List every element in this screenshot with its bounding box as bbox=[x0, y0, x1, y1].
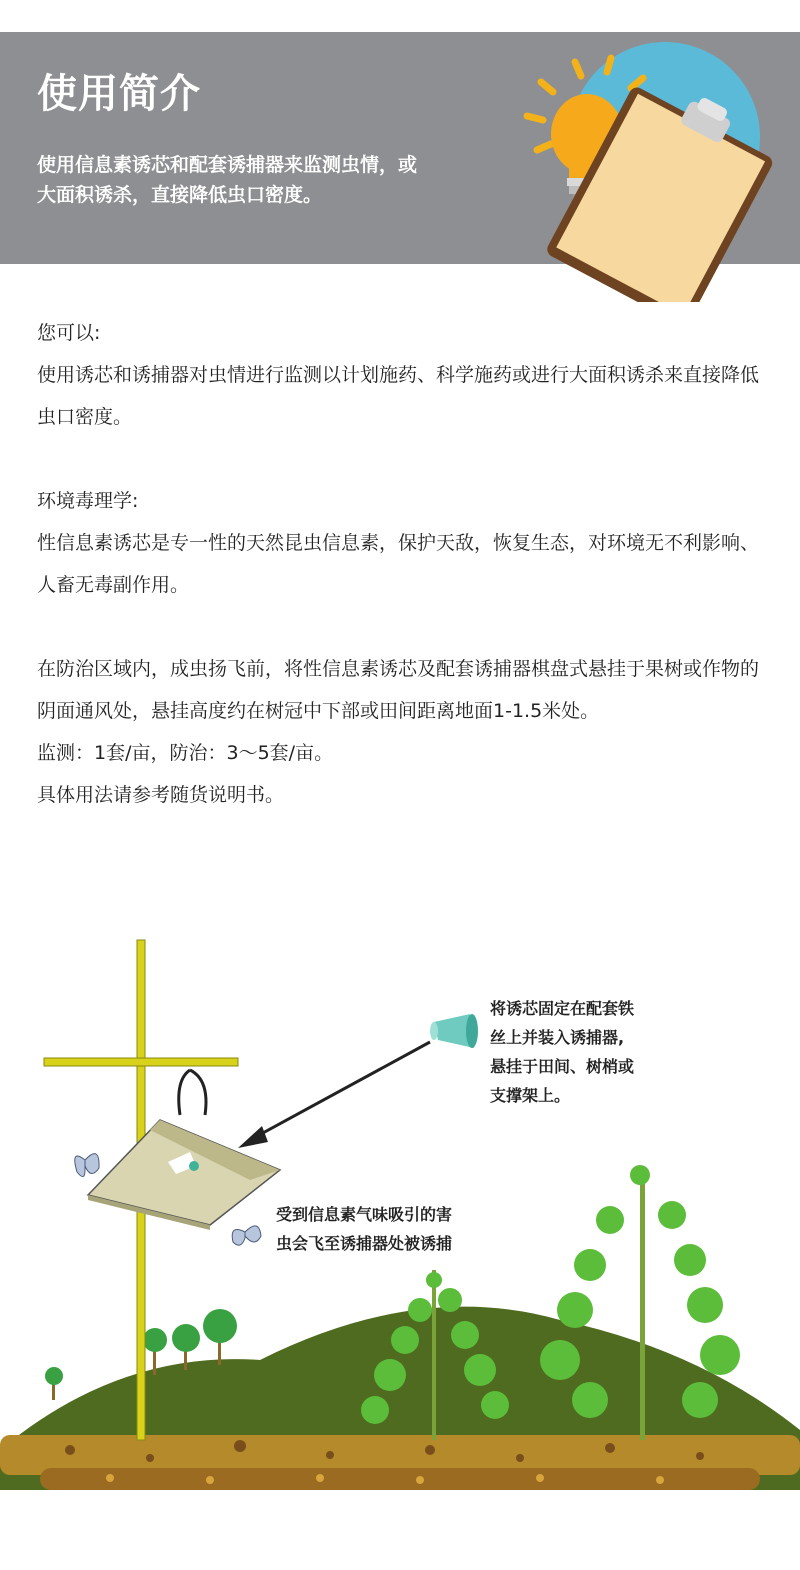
usage-note: 具体用法请参考随货说明书。 bbox=[37, 784, 285, 806]
callout-lure bbox=[490, 994, 680, 1110]
section-heading: 您可以: bbox=[37, 322, 101, 344]
callout-line: 丝上并装入诱捕器, bbox=[490, 1028, 625, 1047]
callout-line: 受到信息素气味吸引的害 bbox=[276, 1205, 453, 1224]
callout-line: 悬挂于田间、树梢或 bbox=[490, 1057, 635, 1076]
section-heading: 环境毒理学: bbox=[37, 490, 139, 512]
callout-pest bbox=[276, 1200, 496, 1258]
section-body: 性信息素诱芯是专一性的天然昆虫信息素，保护天敌，恢复生态，对环境无不利影响、人畜无毒副作用。 bbox=[37, 532, 760, 596]
trap-illustration bbox=[0, 930, 800, 1570]
callout-line: 将诱芯固定在配套铁 bbox=[490, 999, 635, 1018]
content-area bbox=[37, 312, 767, 816]
callout-line: 虫会飞至诱捕器处被诱捕 bbox=[276, 1234, 453, 1253]
butterfly-icon bbox=[75, 1154, 99, 1177]
banner-description: 使用信息素诱芯和配套诱捕器来监测虫情，或大面积诱杀，直接降低虫口密度。 bbox=[37, 154, 418, 206]
intro-banner bbox=[0, 32, 800, 264]
usage-dosage: 监测：1套/亩，防治：3～5套/亩。 bbox=[37, 742, 334, 764]
crossbar bbox=[44, 1058, 238, 1066]
clipboard-lightbulb-icon bbox=[515, 42, 775, 302]
section-body: 使用诱芯和诱捕器对虫情进行监测以计划施药、科学施药或进行大面积诱杀来直接降低虫口密度。 bbox=[37, 364, 760, 428]
banner-title: 使用简介 bbox=[37, 71, 201, 117]
butterfly-icon bbox=[232, 1226, 261, 1245]
lure-icon bbox=[430, 1014, 478, 1048]
callout-line: 支撑架上。 bbox=[490, 1086, 571, 1105]
usage-method: 在防治区域内，成虫扬飞前，将性信息素诱芯及配套诱捕器棋盘式悬挂于果树或作物的阴面通风处，悬挂高度约在树冠中下部或田间距离地面1-1.5米处。 bbox=[37, 658, 760, 722]
soil-bottom bbox=[40, 1468, 760, 1490]
